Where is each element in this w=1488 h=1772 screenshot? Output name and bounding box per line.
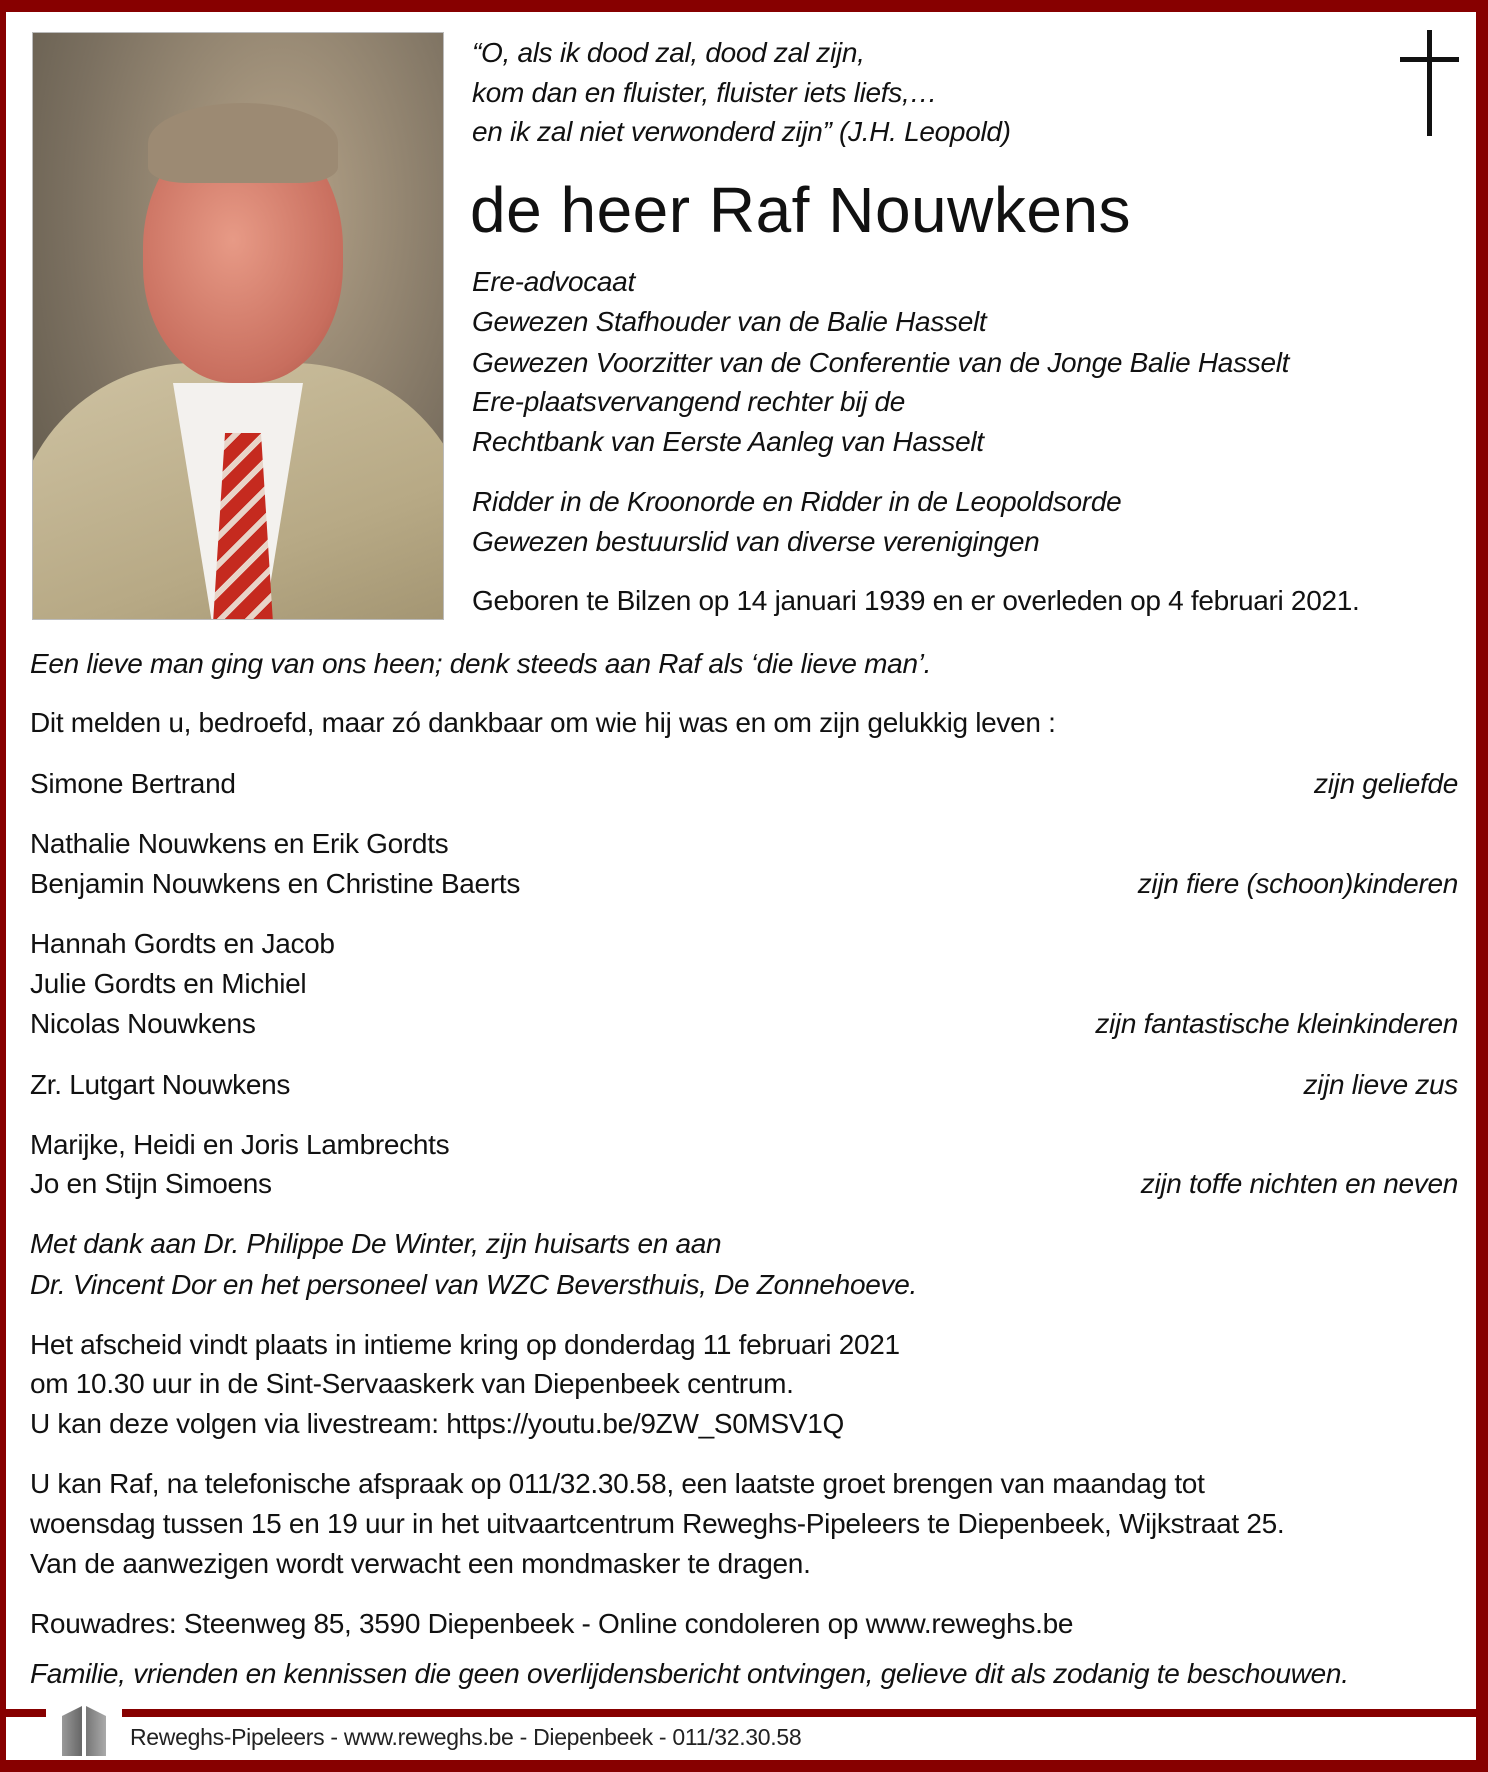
family-name: Nicolas Nouwkens: [30, 1008, 256, 1039]
family-name: Zr. Lutgart Nouwkens: [30, 1069, 291, 1100]
livestream-link[interactable]: U kan deze volgen via livestream: https://youtu.be/9ZW_S0MSV1Q: [30, 1408, 845, 1439]
visit-line: woensdag tussen 15 en 19 uur in het uitvaartcentrum Reweghs-Pipeleers te Diepenbeek, Wijkstraat 25.: [30, 1508, 1285, 1539]
family-relation: zijn fantastische kleinkinderen: [1095, 1008, 1458, 1039]
family-relation: zijn toffe nichten en neven: [1140, 1168, 1458, 1199]
deceased-name: de heer Raf Nouwkens: [470, 174, 1132, 246]
title-line: Ere-advocaat: [472, 266, 635, 297]
family-relation: zijn geliefde: [1314, 768, 1458, 799]
portrait-photo: [32, 32, 444, 620]
family-name: Marijke, Heidi en Joris Lambrechts: [30, 1129, 450, 1160]
family-name: Hannah Gordts en Jacob: [30, 928, 335, 959]
footer-divider: [6, 1709, 1476, 1717]
thanks-line: Met dank aan Dr. Philippe De Winter, zijn huisarts en aan: [30, 1228, 722, 1259]
family-name: Julie Gordts en Michiel: [30, 968, 307, 999]
thanks-line: Dr. Vincent Dor en het personeel van WZC Beversthuis, De Zonnehoeve.: [30, 1269, 917, 1300]
cross-icon: [1427, 30, 1432, 136]
address-line: Rouwadres: Steenweg 85, 3590 Diepenbeek - Online condoleren op www.reweghs.be: [30, 1608, 1074, 1639]
title-line: Gewezen Stafhouder van de Balie Hasselt: [472, 306, 987, 337]
funeral-home-logo-icon: [46, 1700, 122, 1760]
footer-text: Reweghs-Pipeleers - www.reweghs.be - Diepenbeek - 011/32.30.58: [130, 1724, 802, 1750]
ceremony-line: Het afscheid vindt plaats in intieme kring op donderdag 11 februari 2021: [30, 1329, 900, 1360]
honour-line: Ridder in de Kroonorde en Ridder in de Leopoldsorde: [472, 486, 1122, 517]
title-line: Rechtbank van Eerste Aanleg van Hasselt: [472, 426, 984, 457]
family-name: Jo en Stijn Simoens: [30, 1168, 272, 1199]
family-name: Simone Bertrand: [30, 768, 236, 799]
title-line: Ere-plaatsvervangend rechter bij de: [472, 386, 906, 417]
cross-icon-bar: [1400, 57, 1459, 62]
announcement: Dit melden u, bedroefd, maar zó dankbaar om wie hij was en om zijn gelukkig leven :: [30, 707, 1056, 738]
visit-line: U kan Raf, na telefonische afspraak op 011/32.30.58, een laatste groet brengen van maandag tot: [30, 1468, 1205, 1499]
family-relation: zijn lieve zus: [1303, 1069, 1458, 1100]
quote-line: en ik zal niet verwonderd zijn” (J.H. Leopold): [472, 116, 1011, 147]
tribute: Een lieve man ging van ons heen; denk steeds aan Raf als ‘die lieve man’.: [30, 648, 932, 679]
ceremony-line: om 10.30 uur in de Sint-Servaaskerk van Diepenbeek centrum.: [30, 1368, 794, 1399]
family-relation: zijn fiere (schoon)kinderen: [1137, 868, 1458, 899]
family-name: Benjamin Nouwkens en Christine Baerts: [30, 868, 521, 899]
quote-line: “O, als ik dood zal, dood zal zijn,: [472, 37, 865, 68]
birth-death: Geboren te Bilzen op 14 januari 1939 en er overleden op 4 februari 2021.: [472, 585, 1360, 616]
title-line: Gewezen Voorzitter van de Conferentie van de Jonge Balie Hasselt: [472, 347, 1290, 378]
notice-line: Familie, vrienden en kennissen die geen overlijdensbericht ontvingen, gelieve dit als zodanig te beschouwen.: [30, 1658, 1349, 1689]
honour-line: Gewezen bestuurslid van diverse verenigingen: [472, 526, 1040, 557]
quote-line: kom dan en fluister, fluister iets liefs,…: [472, 77, 938, 108]
visit-line: Van de aanwezigen wordt verwacht een mondmasker te dragen.: [30, 1548, 811, 1579]
family-name: Nathalie Nouwkens en Erik Gordts: [30, 828, 449, 859]
